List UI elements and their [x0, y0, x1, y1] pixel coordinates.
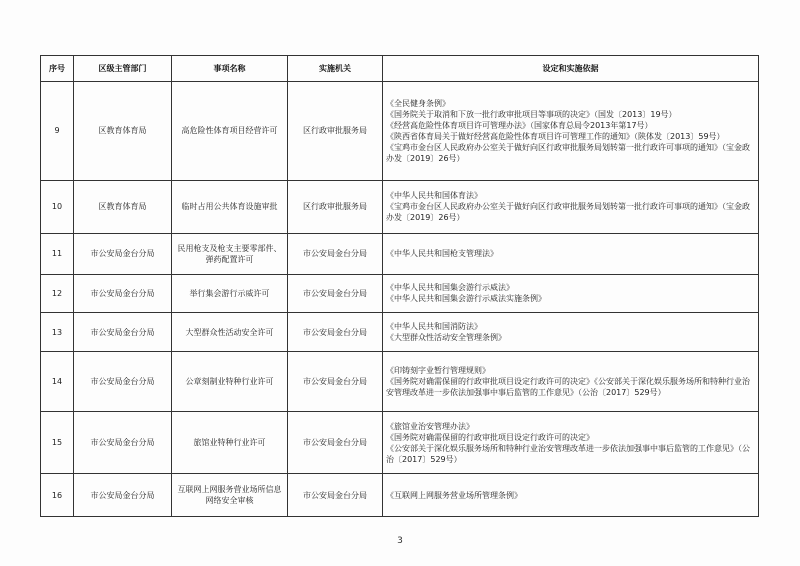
row-item-name: 大型群众性活动安全许可	[172, 313, 288, 352]
row-department: 市公安局金台分局	[74, 474, 172, 517]
legal-basis-line: 《大型群众性活动安全管理条例》	[386, 333, 506, 343]
row-implementing-agency: 市公安局金台分局	[288, 274, 383, 313]
row-serial-number: 14	[41, 351, 74, 411]
legal-basis-line: 《国务院对确需保留的行政审批项目设定行政许可的决定》	[386, 432, 594, 442]
row-serial-number: 10	[41, 180, 74, 233]
row-legal-basis	[383, 274, 759, 313]
header-serial-number: 序号	[41, 56, 74, 82]
row-item-name: 互联网上网服务营业场所信息网络安全审核	[172, 474, 288, 517]
table-row	[41, 233, 759, 274]
legal-basis-line: 《宝鸡市金台区人民政府办公室关于做好向区行政审批服务局划转第一批行政许可事项的通知》（宝金政办发〔2019〕26号）	[386, 142, 750, 163]
page-number: 3	[397, 536, 403, 546]
row-implementing-agency: 区行政审批服务局	[288, 82, 383, 181]
table-row	[41, 82, 759, 181]
legal-basis-line: 《中华人民共和国体育法》	[386, 191, 482, 201]
table-row	[41, 351, 759, 411]
header-department: 区级主管部门	[74, 56, 172, 82]
row-item-name: 民用枪支及枪支主要零部件、弹药配置许可	[172, 233, 288, 274]
table-row	[41, 274, 759, 313]
row-implementing-agency: 市公安局金台分局	[288, 351, 383, 411]
row-serial-number: 13	[41, 313, 74, 352]
table-row	[41, 474, 759, 517]
legal-basis-line: 《国务院关于取消和下放一批行政审批项目等事项的决定》（国发〔2013〕19号）	[386, 109, 677, 119]
row-item-name: 旅馆业特种行业许可	[172, 412, 288, 474]
row-department: 市公安局金台分局	[74, 313, 172, 352]
row-legal-basis	[383, 351, 759, 411]
row-department: 区教育体育局	[74, 180, 172, 233]
row-legal-basis	[383, 180, 759, 233]
row-department: 市公安局金台分局	[74, 412, 172, 474]
administrative-license-table	[40, 55, 759, 517]
table-row	[41, 412, 759, 474]
row-implementing-agency: 市公安局金台分局	[288, 233, 383, 274]
legal-basis-line: 《旅馆业治安管理办法》	[386, 421, 474, 431]
header-implementing-agency: 实施机关	[288, 56, 383, 82]
row-item-name: 举行集会游行示威许可	[172, 274, 288, 313]
row-legal-basis	[383, 412, 759, 474]
row-implementing-agency: 市公安局金台分局	[288, 412, 383, 474]
row-implementing-agency: 市公安局金台分局	[288, 474, 383, 517]
table-header-row	[41, 56, 759, 82]
legal-basis-line: 《中华人民共和国消防法》	[386, 322, 482, 332]
legal-basis-line: 《国务院对确需保留的行政审批项目设定行政许可的决定》《公安部关于深化娱乐服务场所和特种行业治安管理改革进一步依法加强事中事后监管的工作意见》（公治〔2017〕529号）	[386, 376, 750, 397]
legal-basis-line: 《公安部关于深化娱乐服务场所和特种行业治安管理改革进一步依法加强事中事后监管的工作意见》（公治〔2017〕529号）	[386, 443, 750, 464]
row-department: 市公安局金台分局	[74, 351, 172, 411]
row-department: 市公安局金台分局	[74, 233, 172, 274]
row-department: 市公安局金台分局	[74, 274, 172, 313]
row-legal-basis	[383, 233, 759, 274]
row-serial-number: 15	[41, 412, 74, 474]
row-legal-basis	[383, 474, 759, 517]
legal-basis-line: 《全民健身条例》	[386, 98, 450, 108]
legal-basis-line: 《宝鸡市金台区人民政府办公室关于做好向区行政审批服务局划转第一批行政许可事项的通知》（宝金政办发〔2019〕26号）	[386, 202, 750, 223]
legal-basis-line: 《陕西省体育局关于做好经营高危险性体育项目许可管理工作的通知》（陕体发〔2013〕59号）	[386, 131, 725, 141]
legal-basis-line: 《印铸刻字业暂行管理规则》	[386, 365, 490, 375]
table-row	[41, 180, 759, 233]
row-department: 区教育体育局	[74, 82, 172, 181]
legal-basis-line: 《互联网上网服务营业场所管理条例》	[386, 490, 522, 500]
legal-basis-line: 《中华人民共和国集会游行示威法实施条例》	[386, 294, 546, 304]
legal-basis-line: 《中华人民共和国集会游行示威法》	[386, 283, 514, 293]
row-legal-basis	[383, 82, 759, 181]
table-row	[41, 313, 759, 352]
row-serial-number: 11	[41, 233, 74, 274]
row-implementing-agency: 区行政审批服务局	[288, 180, 383, 233]
row-implementing-agency: 市公安局金台分局	[288, 313, 383, 352]
header-item-name: 事项名称	[172, 56, 288, 82]
row-serial-number: 16	[41, 474, 74, 517]
row-item-name: 临时占用公共体育设施审批	[172, 180, 288, 233]
row-item-name: 公章刻制业特种行业许可	[172, 351, 288, 411]
row-item-name: 高危险性体育项目经营许可	[172, 82, 288, 181]
legal-basis-line: 《中华人民共和国枪支管理法》	[386, 249, 498, 259]
row-serial-number: 12	[41, 274, 74, 313]
header-legal-basis: 设定和实施依据	[383, 56, 759, 82]
legal-basis-line: 《经营高危险性体育项目许可管理办法》（国家体育总局令2013年第17号）	[386, 120, 653, 130]
row-legal-basis	[383, 313, 759, 352]
row-serial-number: 9	[41, 82, 74, 181]
